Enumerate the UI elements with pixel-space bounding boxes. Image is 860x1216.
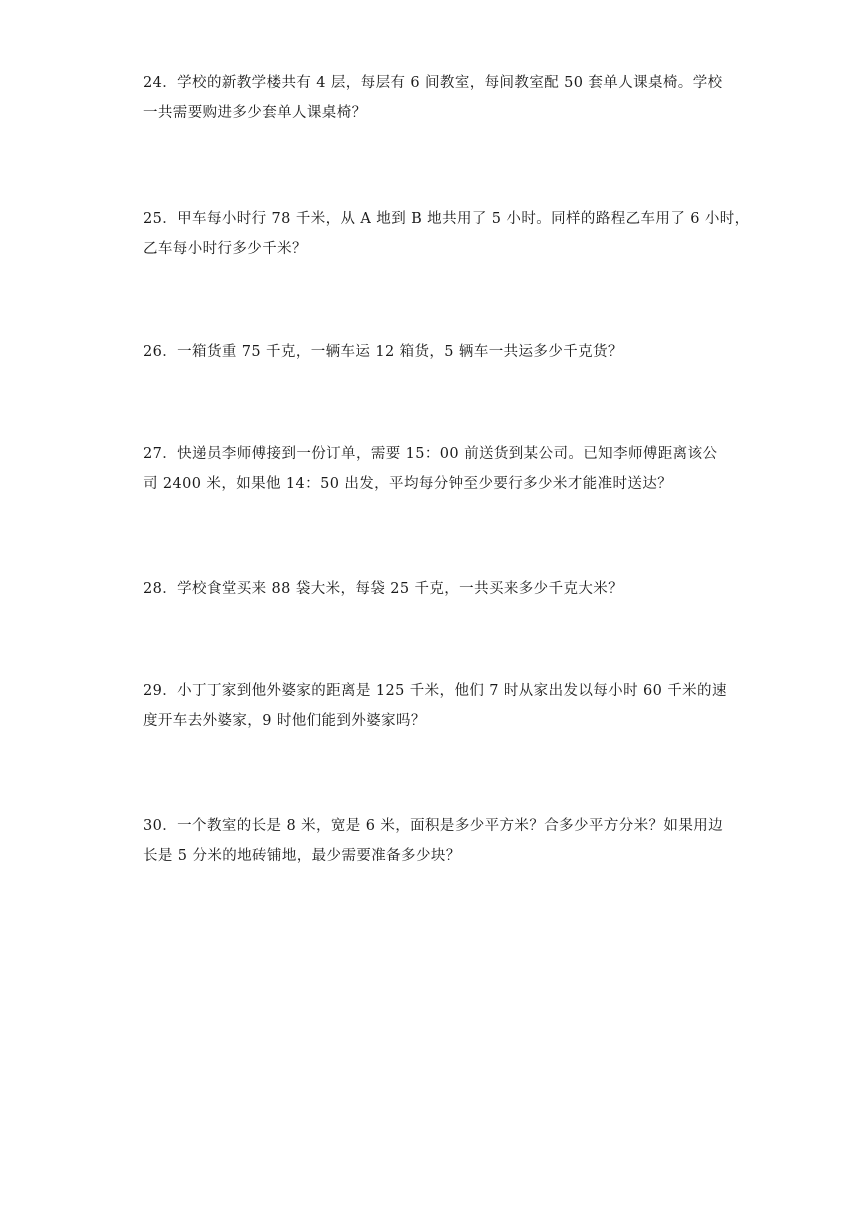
question-30-line-2: 长是 5 分米的地砖铺地，最少需要准备多少块？ xyxy=(143,848,461,864)
question-27 xyxy=(143,439,719,499)
question-24 xyxy=(143,68,723,128)
question-29-line-1: 29．小丁丁家到他外婆家的距离是 125 千米，他们 7 时从家出发以每小时 60 千米的速 xyxy=(143,683,727,699)
question-26 xyxy=(143,337,719,367)
question-30 xyxy=(143,811,724,871)
question-29-line-2: 度开车去外婆家，9 时他们能到外婆家吗？ xyxy=(143,713,426,729)
question-24-line-2: 一共需要购进多少套单人课桌椅？ xyxy=(143,105,367,121)
question-25-line-2: 乙车每小时行多少千米？ xyxy=(143,241,307,257)
question-29 xyxy=(143,676,727,736)
question-25-line-1: 25．甲车每小时行 78 千米，从 A 地到 B 地共用了 5 小时。同样的路程乙车用了 6 小时， xyxy=(143,211,750,227)
question-27-line-1: 27．快递员李师傅接到一份订单，需要 15：00 前送货到某公司。已知李师傅距离该公 xyxy=(143,446,718,462)
question-28 xyxy=(143,574,719,604)
question-27-line-2: 司 2400 米，如果他 14：50 出发，平均每分钟至少要行多少米才能准时送达？ xyxy=(143,476,673,492)
question-28-line-1: 28．学校食堂买来 88 袋大米，每袋 25 千克，一共买来多少千克大米？ xyxy=(143,581,624,597)
question-24-line-1: 24．学校的新教学楼共有 4 层，每层有 6 间教室，每间教室配 50 套单人课桌椅。学校 xyxy=(143,75,723,91)
question-25 xyxy=(143,204,750,264)
question-26-line-1: 26．一箱货重 75 千克，一辆车运 12 箱货，5 辆车一共运多少千克货？ xyxy=(143,344,623,360)
question-30-line-1: 30．一个教室的长是 8 米，宽是 6 米，面积是多少平方米？合多少平方分米？如果用边 xyxy=(143,818,724,834)
